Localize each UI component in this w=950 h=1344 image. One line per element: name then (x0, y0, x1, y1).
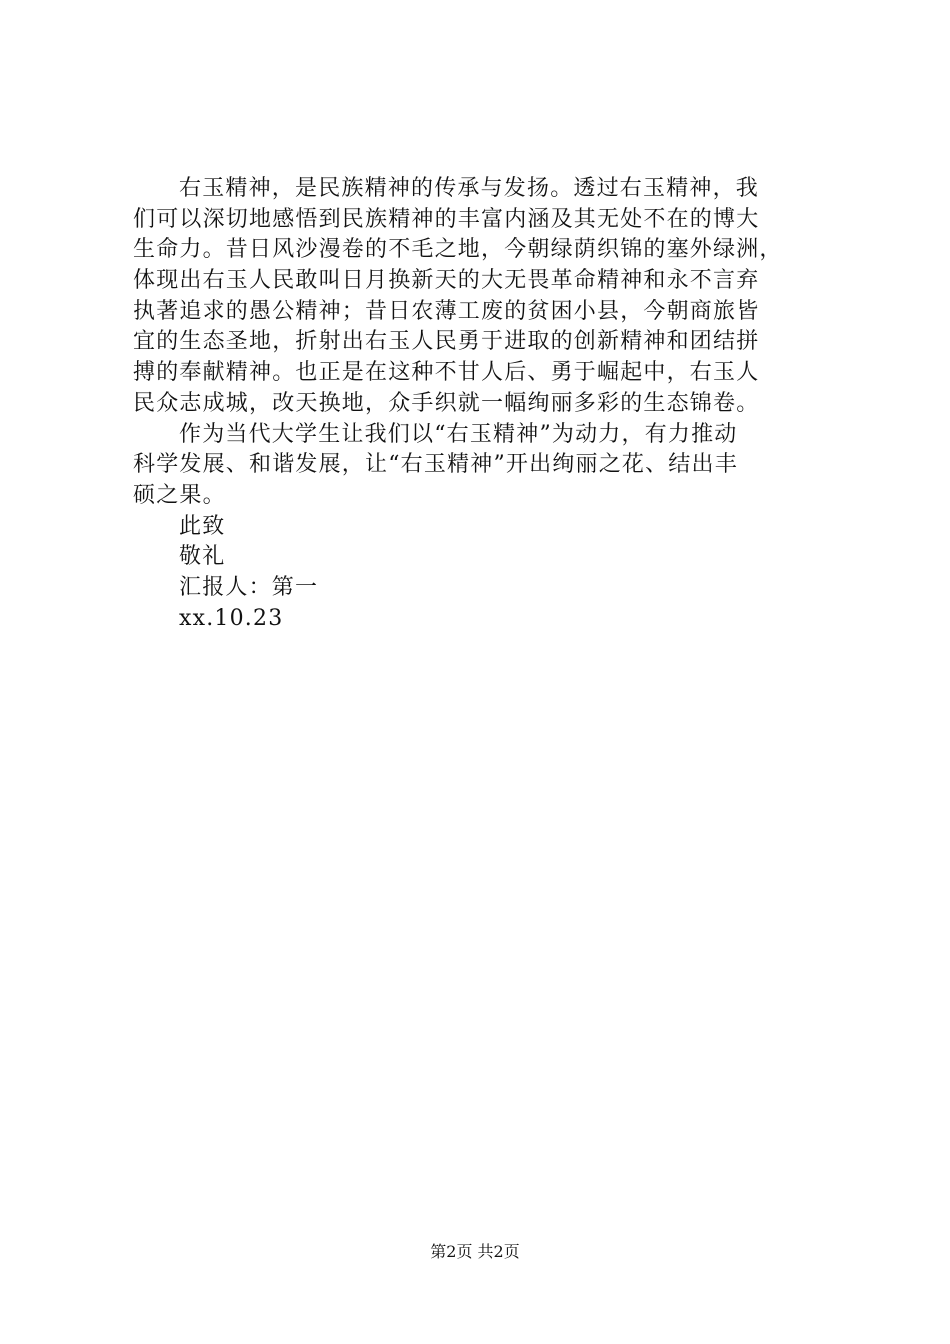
paragraph-1-line: 民众志成城，改天换地，众手织就一幅绚丽多彩的生态锦卷。 (133, 390, 760, 416)
paragraph-1-line: 生命力。昔日风沙漫卷的不毛之地，今朝绿荫织锦的塞外绿洲， (133, 237, 783, 263)
paragraph-1-line: 宜的生态圣地，折射出右玉人民勇于进取的创新精神和团结拼 (133, 329, 760, 355)
paragraph-1-line: 右玉精神，是民族精神的传承与发扬。透过右玉精神，我 (179, 176, 760, 201)
paragraph-1-line: 搏的奉献精神。也正是在这种不甘人后、勇于崛起中，右玉人 (133, 360, 760, 386)
page-number-footer: 第2页 共2页 (430, 1242, 520, 1261)
report-date: xx.10.23 (179, 605, 284, 631)
paragraph-2-line: 硕之果。 (133, 482, 226, 508)
closing-regards: 敬礼 (179, 544, 226, 570)
paragraph-1-line: 执著追求的愚公精神；昔日农薄工废的贫困小县，今朝商旅皆 (133, 298, 760, 324)
paragraph-2-line: 科学发展、和谐发展，让“右玉精神”开出绚丽之花、结出丰 (133, 452, 738, 478)
closing-salutation: 此致 (179, 513, 226, 539)
reporter-signature: 汇报人：第一 (179, 574, 319, 600)
paragraph-2-line: 作为当代大学生让我们以“右玉精神”为动力，有力推动 (179, 421, 738, 447)
document-body (133, 174, 823, 634)
paragraph-1-line: 体现出右玉人民敢叫日月换新天的大无畏革命精神和永不言弃 (133, 268, 760, 294)
paragraph-1-line: 们可以深切地感悟到民族精神的丰富内涵及其无处不在的博大 (133, 206, 760, 232)
